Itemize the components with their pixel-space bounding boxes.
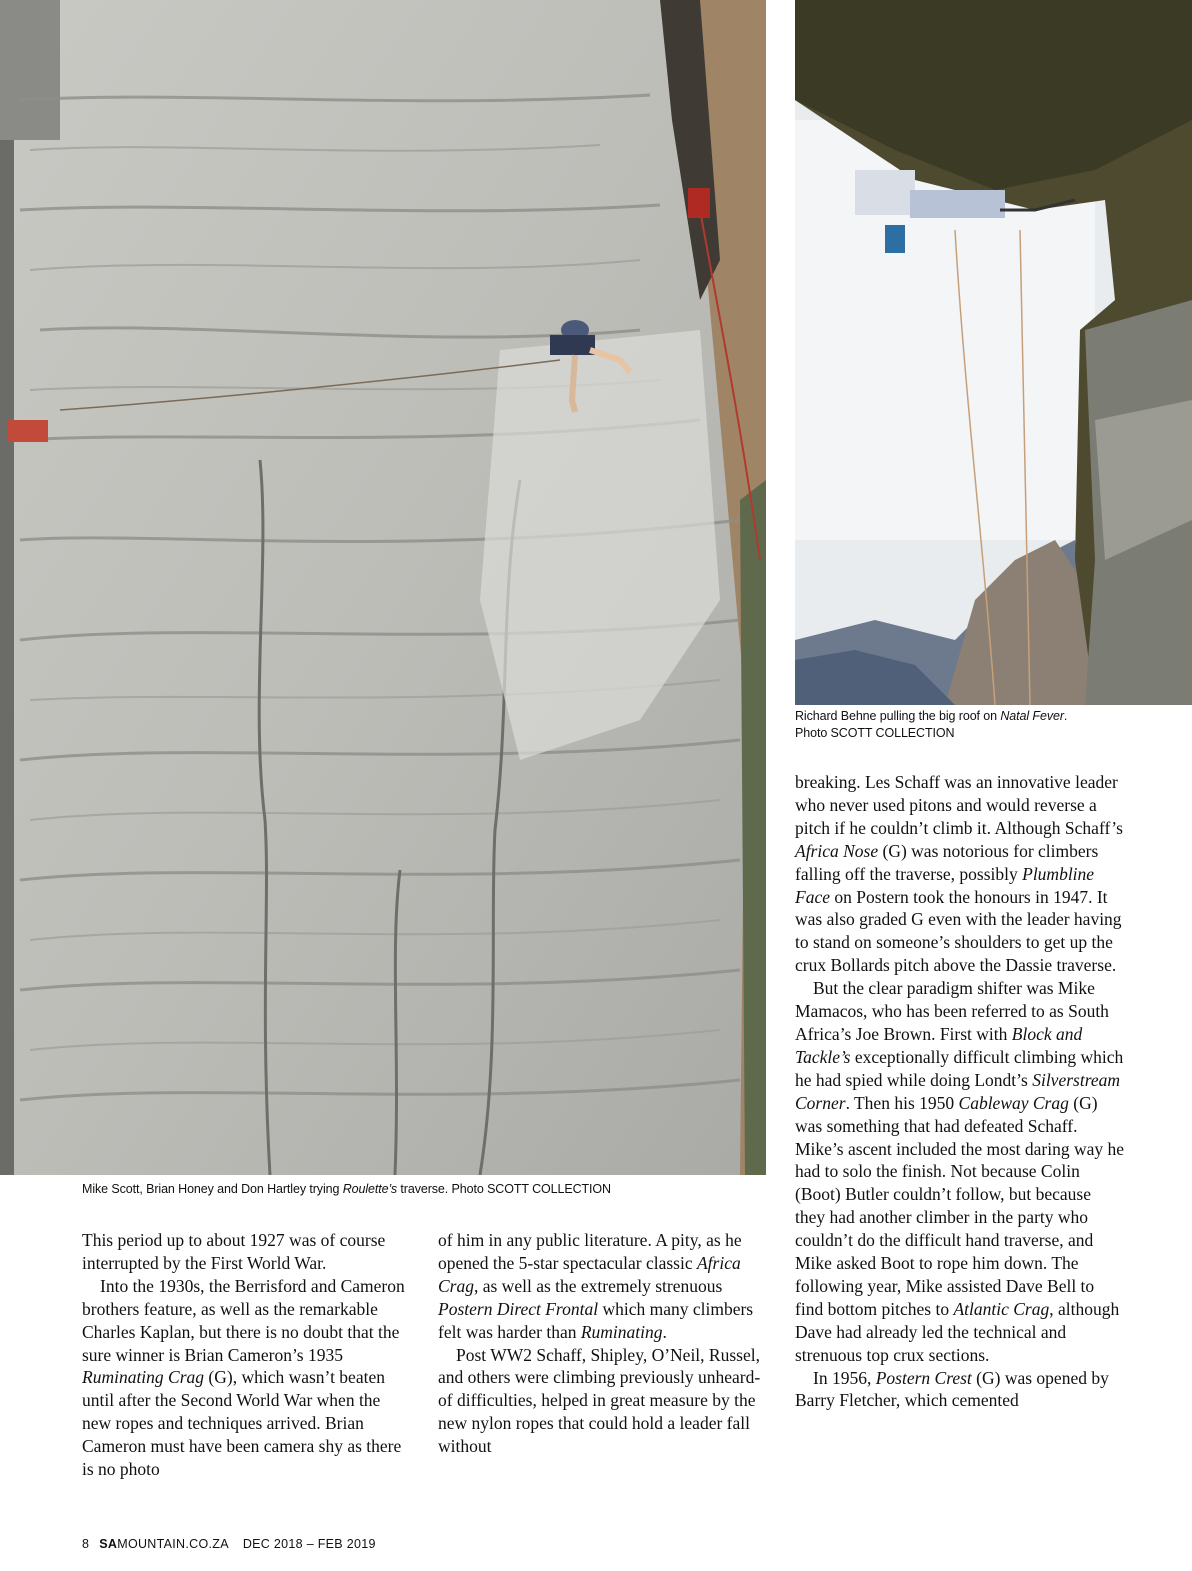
paragraph (795, 771, 1125, 977)
publication-name (99, 1537, 229, 1551)
paragraph-text: (G), which wasn’t beaten until after the Second World War when the new ropes and techniques arrived. Brian Cameron must have been camera shy as there is no photo (82, 1367, 402, 1480)
paragraph-text: , although Dave had already led the technical and strenuous top crux sections. (795, 1298, 1120, 1365)
article-column-1 (82, 1229, 412, 1481)
page-number: 8 (82, 1537, 90, 1551)
route-name: Cableway Crag (958, 1092, 1069, 1113)
rock-face-illustration (0, 0, 766, 1175)
paragraph-text: But the clear paradigm shifter was Mike Mamacos, who has been referred to as South Africa’s Joe Brown. First with (795, 978, 1109, 1044)
caption-route-name: Roulette’s (342, 1182, 398, 1196)
route-name: Block and Tackle’s (795, 1023, 1083, 1067)
paragraph-text: This period up to about 1927 was of course interrupted by the First World War. (82, 1230, 386, 1273)
paragraph-text: on Postern took the honours in 1947. It was also graded G even with the leader having to stand on someone’s shoulders to get up the crux Bollards pitch above the Dassie traverse. (795, 886, 1122, 976)
route-name: Postern Direct Frontal (438, 1298, 599, 1319)
side-climbing-photo (795, 0, 1192, 705)
route-name: Ruminating Crag (82, 1367, 205, 1388)
caption-text: Mike Scott, Brian Honey and Don Hartley trying (82, 1182, 343, 1196)
main-climbing-photo (0, 0, 766, 1175)
side-photo-caption (795, 708, 1185, 742)
route-name: Africa Crag (438, 1252, 741, 1296)
route-name: Africa Nose (795, 840, 879, 861)
caption-text: Richard Behne pulling the big roof on (795, 709, 1001, 723)
paragraph-text: which many climbers felt was harder than (438, 1298, 754, 1342)
paragraph-text: . Then his 1950 (845, 1092, 959, 1113)
caption-route-name: Natal Fever (1000, 709, 1064, 723)
paragraph (82, 1275, 412, 1481)
paragraph-text: breaking. Les Schaff was an innovative leader who never used pitons and would reverse a pitch if he couldn’t climb it. Although Schaff’s (795, 772, 1123, 838)
article-column-3 (795, 771, 1125, 1412)
paragraph-text: In 1956, (813, 1367, 876, 1388)
paragraph (438, 1229, 763, 1344)
route-name: Plumbline Face (795, 863, 1095, 907)
caption-credit: traverse. Photo SCOTT COLLECTION (397, 1182, 611, 1196)
paragraph (795, 977, 1125, 1366)
paragraph-text: of him in any public literature. A pity, as he opened the 5-star spectacular classic (438, 1230, 742, 1273)
paragraph (795, 1367, 1125, 1413)
paragraph-text: , as well as the extremely strenuous (473, 1275, 723, 1296)
paragraph-text: (G) was notorious for climbers falling off the traverse, possibly (795, 840, 1099, 884)
route-name: Atlantic Crag (953, 1298, 1050, 1319)
paragraph-text: (G) was something that had defeated Schaff. Mike’s ascent included the most daring way he had to solo the finish. Not because Colin (Boot) Butler couldn’t follow, but because they had another climber in the party who couldn’t do the difficult hand traverse, and Mike asked Boot to rope him down. The following year, Mike assisted Dave Bell to find bottom pitches to (795, 1092, 1125, 1319)
roof-climb-illustration (795, 0, 1192, 705)
page-footer (82, 1537, 376, 1551)
paragraph-text: exceptionally difficult climbing which he had spied while doing Londt’s (795, 1046, 1124, 1090)
side-caption-credit: Photo SCOTT COLLECTION (795, 726, 955, 740)
main-photo-caption (82, 1181, 762, 1198)
paragraph-text: . (662, 1321, 667, 1342)
paragraph-text: Into the 1930s, the Berrisford and Cameron brothers feature, as well as the remarkable Charles Kaplan, but there is no doubt that the sure winner is Brian Cameron’s 1935 (82, 1275, 405, 1365)
route-name: Silverstream Corner (795, 1069, 1121, 1113)
paragraph-text: (G) was opened by Barry Fletcher, which cemented (795, 1367, 1109, 1411)
route-name: Postern Crest (875, 1367, 972, 1388)
publication-name-rest: MOUNTAIN.CO.ZA (117, 1537, 229, 1551)
issue-date: DEC 2018 – FEB 2019 (242, 1537, 376, 1551)
side-caption-line-1 (795, 708, 1185, 725)
publication-name-bold: SA (99, 1537, 118, 1551)
route-name: Ruminating (580, 1321, 663, 1342)
caption-punctuation: . (1063, 709, 1068, 723)
paragraph (438, 1344, 763, 1459)
paragraph-text: Post WW2 Schaff, Shipley, O’Neil, Russel, and others were climbing previously unheard-of difficulties, helped in great measure by the new nylon ropes that could hold a leader fall without (438, 1344, 761, 1457)
paragraph (82, 1229, 412, 1275)
article-column-2 (438, 1229, 763, 1458)
